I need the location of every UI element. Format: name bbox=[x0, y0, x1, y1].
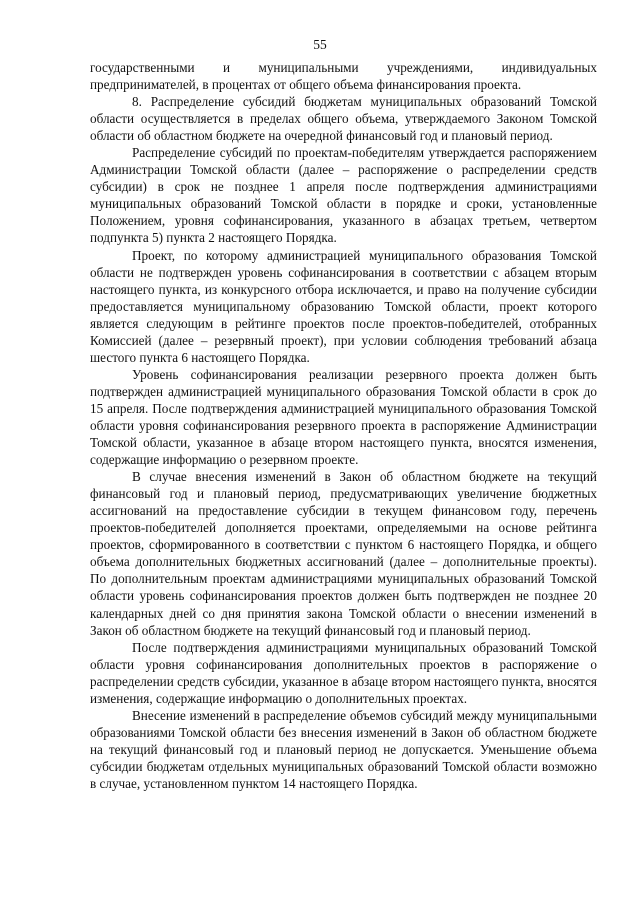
document-body bbox=[90, 59, 597, 792]
paragraph-continuation: государственными и муниципальными учреждениями, индивидуальных предпринимателей, в процентах от общего объема финансирования проекта. bbox=[90, 60, 597, 93]
paragraph-cofinancing-level: Уровень софинансирования реализации резервного проекта должен быть подтвержден администрацией муниципального образования Томской области в срок до 15 апреля. После подтверждения администрацией муниципального образования Томской области уровня софинансирования резервного проекта в распоряжение Администрации Томской области, указанное в абзаце втором настоящего пункта, вносятся изменения, содержащие информацию о резервном проекте. bbox=[90, 366, 597, 468]
paragraph-allocation-changes: Внесение изменений в распределение объемов субсидий между муниципальными образованиями Томской области без внесения изменений в Закон об областном бюджете на текущий финансовый год и плановый период не допускается. Уменьшение объема субсидии бюджетам отдельных муниципальных образований Томской области возможно в случае, установленном пунктом 14 настоящего Порядка. bbox=[90, 707, 597, 791]
page-number: 55 bbox=[313, 37, 327, 52]
paragraph-item-8: 8. Распределение субсидий бюджетам муниципальных образований Томской области осуществляется в пределах общего объема, утверждаемого Законом Томской области об областном бюджете на очередной финансовый год и плановый период. bbox=[90, 94, 597, 144]
paragraph-budget-changes: В случае внесения изменений в Закон об областном бюджете на текущий финансовый год и плановый период, предусматривающих увеличение бюджетных ассигнований на предоставление субсидии в текущем финансовом году, перечень проектов-победителей дополняется проектами, определяемыми на основе рейтинга проектов, сформированного в соответствии с пунктом 6 настоящего Порядка, и общего объема дополнительных бюджетных ассигнований (далее – дополнительные проекты). По дополнительным проектам администрациями муниципальных образований Томской области уровень софинансирования проектов должен быть подтвержден не позднее 20 календарных дней со дня принятия закона Томской области о внесении изменений в Закон об областном бюджете на текущий финансовый год и плановый период. bbox=[90, 469, 597, 638]
paragraph-reserve-project: Проект, по которому администрацией муниципального образования Томской области не подтвержден уровень софинансирования в соответствии с абзацем вторым настоящего пункта, из конкурсного отбора исключается, и право на получение субсидии предоставляется муниципальному образованию Томской области, проект которого является следующим в рейтинге проектов после проектов-победителей, отобранных Комиссией (далее – резервный проект), при условии соблюдения требований абзаца шестого пункта 6 настоящего Порядка. bbox=[90, 247, 597, 365]
paragraph-distribution: Распределение субсидий по проектам-победителям утверждается распоряжением Администрации Томской области (далее – распоряжение о распределении средств субсидии) в срок не позднее 1 апреля после подтверждения администрациями муниципальных образований Томской области в порядке и сроки, установленные Положением, уровня софинансирования, указанного в абзацах третьем, четвертом подпункта 5) пункта 2 настоящего Порядка. bbox=[90, 145, 597, 246]
paragraph-additional-projects: После подтверждения администрациями муниципальных образований Томской области уровня софинансирования дополнительных проектов в распоряжение о распределении средств субсидии, указанное в абзаце втором настоящего пункта, вносятся изменения, содержащие информацию о дополнительных проектах. bbox=[90, 639, 597, 706]
